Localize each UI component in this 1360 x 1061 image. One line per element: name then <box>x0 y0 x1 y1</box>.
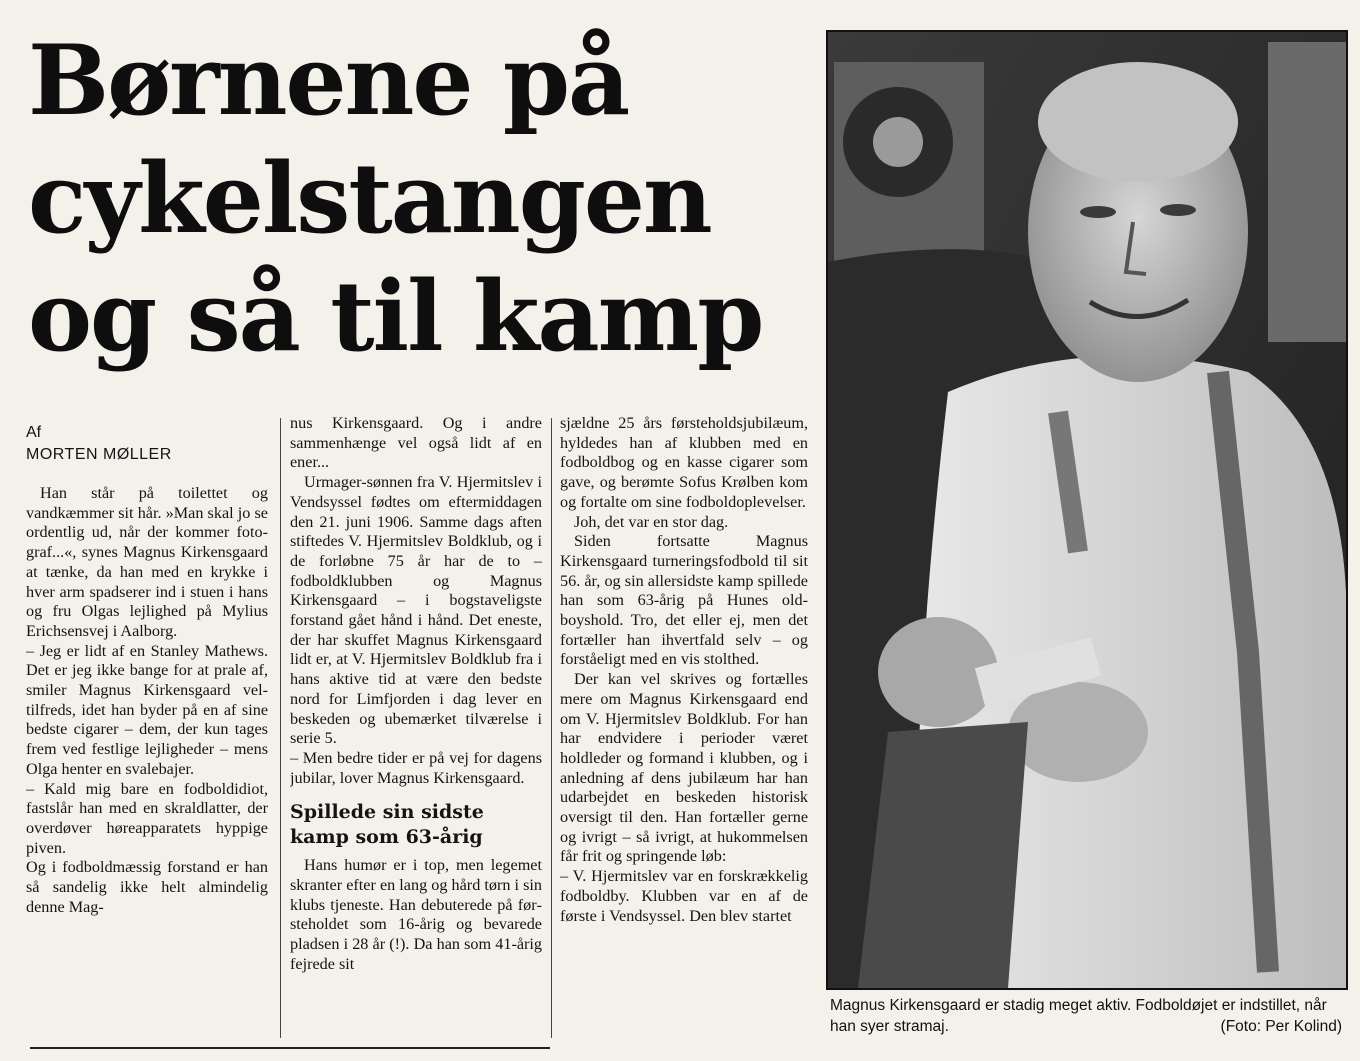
portrait-photo <box>826 30 1348 990</box>
photo-credit: (Foto: Per Kolind) <box>1220 1018 1342 1035</box>
article-column-2 <box>290 414 542 1044</box>
article-column-1 <box>26 484 268 1044</box>
bottom-rule <box>30 1047 550 1049</box>
headline-line-2: cykelstangen <box>28 142 711 255</box>
paragraph: Der kan vel skrives og fortælles mere om Magnus Kirkensgaard end om V. Hjermitslev Boldklub. For han har endvidere i perioder været holdleder og formand i klubben, og i anledning af dens jubilæum har han udarbejdet en beskeden historisk oversigt til den. Han fortæller gerne og ivrigt – så ivrigt, at hukommelsen får frit og springende løb: <box>560 670 808 866</box>
column-divider <box>551 418 552 1038</box>
photo-caption <box>830 995 1342 1037</box>
headline-line-1: Børnene på <box>28 24 629 137</box>
paragraph: Hans humør er i top, men legemet skranter efter en lang og hård tørn i sin klubs tjeneste. Han debuterede på førsteholdet som 16-årig og bevarede pladsen i 28 år (!). Da han som 41-årig fejrede sit <box>290 856 542 973</box>
subheading: Spillede sin sidste kamp som 63-årig <box>290 801 484 849</box>
paragraph: Joh, det var en stor dag. <box>574 512 729 531</box>
paragraph: – V. Hjermitslev var en forskrækkelig fodboldby. Klubben var en af de første i Vendsyssel. Den blev startet <box>560 867 808 925</box>
byline <box>26 422 276 466</box>
caption-text: Magnus Kirkensgaard er stadig meget aktiv. Fodboldøjet er indstillet, når han syer stramaj. <box>830 997 1327 1035</box>
headline-line-3: og så til kamp <box>28 260 763 373</box>
paragraph: Urmager-sønnen fra V. Hjermitslev i Vendsyssel fødtes om eftermiddagen den 21. juni 1906. Samme dags aften stiftedes V. Hjermitslev Boldklub, og i de forløbne 75 år har de to – fodboldklubben og Magnus Kirkensgaard – i bogstaveligste forstand gået hånd i hånd. Det eneste, der har skuffet Magnus Kirkensgaard lidt er, at V. Hjermitslev Boldklub fra i hans aktive tid at være den bedste nord for Limfjorden i dag lever en beskeden og ubemærket tilværelse i serie 5. <box>290 473 542 748</box>
portrait-illustration <box>828 32 1346 988</box>
paragraph: – Jeg er lidt af en Stanley Mathews. Det er jeg ikke bange for at prale af, smiler Magnus Kirkensgaard veltilfreds, idet han byder på en af sine bedste cigarer – dem, der kun tages frem ved festlige lejligheder – mens Olga henter en svalebajer. <box>26 641 268 778</box>
headline <box>28 22 818 376</box>
column-divider <box>280 418 281 1038</box>
byline-prefix: Af <box>26 424 42 441</box>
paragraph: Han står på toilettet og vandkæmmer sit hår. »Man skal jo se ordentlig ud, når der kommer fotograf...«, synes Magnus Kirkensgaard at tænke, da han med en krykke i hver arm spadserer ind i stuen i hans og fru Olgas lejlighed på Mylius Erichsensvej i Aalborg. <box>26 484 268 640</box>
paragraph: sjældne 25 års førsteholdsjubilæum, hyldedes han af klubben med en fodboldbog og en kasse cigarer som gave, og berømte Sofus Krølben kom og fortalte om sine fodboldoplevelser. <box>560 414 808 511</box>
paragraph: – Men bedre tider er på vej for dagens jubilar, lover Magnus Kirkensgaard. <box>290 748 542 787</box>
author-name: MORTEN MØLLER <box>26 446 172 463</box>
article-column-3 <box>560 414 808 1044</box>
paragraph: Og i fodboldmæssig forstand er han så sandelig ikke helt almindelig denne Mag- <box>26 858 268 916</box>
paragraph: – Kald mig bare en fodboldidiot, fastslår han med en skraldlatter, der overdøver høreapparatets hyppige piven. <box>26 779 268 857</box>
paragraph: Siden fortsatte Magnus Kirkensgaard turneringsfodbold til sit 56. år, og sin allersidste kamp spillede han som 63-årig på Hunes oldboyshold. Tro, det eller ej, men det fortæller han ihvertfald selv – og forståeligt med en vis stolthed. <box>560 532 808 669</box>
paragraph: nus Kirkensgaard. Og i andre sammenhænge vel også lidt af en ener... <box>290 414 542 472</box>
